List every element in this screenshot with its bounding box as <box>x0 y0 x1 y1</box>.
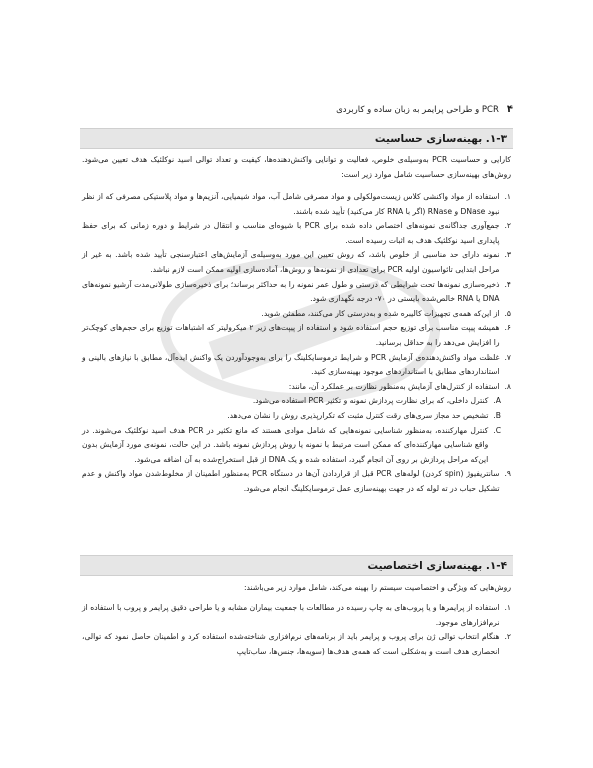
section-intro: روش‌هایی که ویژگی و اختصاصیت سیستم را بهینه می‌کند، شامل موارد زیر می‌باشند: <box>244 583 511 592</box>
list-item: ۱. استفاده از پرایمرها و یا پروب‌های به چاپ رسیده در مطالعات با جمعیت بیماران مشابه و یا طراحی دقیق پرایمر و پروب با استفاده از نرم‌افزارهای موجود. <box>82 603 511 627</box>
list-item: ۶. همیشه پیپت مناسب برای توزیع حجم استفاده شود و استفاده از پیپت‌های زیر ۲ میکرولیتر که اشتباهات توزیع برای حجم‌های کوچک‌تر را افزایش می‌دهد را به حداقل برسانید. <box>82 323 511 347</box>
controls-sublist <box>82 394 511 467</box>
sensitivity-list <box>82 190 511 496</box>
book-title: PCR و طراحی پرایمر به زبان ساده و کاربردی <box>336 105 499 115</box>
section-heading-specificity <box>80 555 513 576</box>
list-item: ۲. هنگام انتخاب توالی ژن برای پروب و پرایمر باید از برنامه‌های نرم‌افزاری شناخته‌شده استفاده کرد و اطمینان حاصل نمود که توالی، انحصاری هدف است و به‌شکلی است که همه‌ی هدف‌ها (سویه‌ها، جنس‌ها، ساب‌تایپ <box>82 632 511 656</box>
sub-list-item: C. کنترل مهارکننده، به‌منظور شناسایی نمونه‌هایی که شامل موادی هستند که مانع تکثیر در PCR هدف اسید نوکلئیک می‌شوند. در واقع شناسایی مهارکننده‌ای که ممکن است مرتبط با نمونه یا روش پردازش نمونه باشد. در این حالت، نمونه‌ی مورد آزمایش بدون این‌که مراحل پردازش بر روی آن انجام گیرد، استفاده شده و یک DNA از قبل استخراج‌شده به آن اضافه می‌شود. <box>82 425 501 464</box>
list-item: ۵. از این‌که همه‌ی تجهیزات کالیبره شده و به‌درستی کار می‌کنند، مطمئن شوید. <box>261 308 511 318</box>
section-intro: کارایی و حساسیت PCR به‌وسیله‌ی خلوص، فعالیت و توانایی واکنش‌دهنده‌ها، کیفیت و تعداد توالی اسید نوکلئیک هدف تعیین می‌شود. روش‌های بهینه‌سازی حساسیت شامل موارد زیر است: <box>82 155 511 179</box>
list-item: ۱. استفاده از مواد واکنشی کلاس زیست‌مولکولی و مواد مصرفی شامل آب، مواد شیمیایی، آنزیم‌ها و مواد پلاستیکی مصرفی که از نظر نبود DNase و RNase (اگر با RNA کار می‌کنید) تأیید شده باشند. <box>82 192 511 216</box>
section-title: ۱-۳. بهینه‌سازی حساسیت <box>374 132 507 145</box>
section-heading-sensitivity <box>80 128 513 149</box>
specificity-list <box>82 601 511 659</box>
list-item: ۷. غلظت مواد واکنش‌دهنده‌ی آزمایش PCR و شرایط ترموسایکلینگ را برای به‌وجودآوردن یک واکنش ایده‌آل، مطابق با نیازهای بالینی و استانداردهای مطابق با استانداردهای موجود بهینه‌سازی کنید. <box>82 352 511 377</box>
sub-list-container <box>82 394 511 467</box>
list-item: ۲. جمع‌آوری جداگانه‌ی نمونه‌های اختصاص داده شده برای PCR با شیوه‌ای مناسب و انتقال در شرایط و دوره زمانی که برای حفظ پایداری اسید نوکلئیک هدف به اثبات رسیده است. <box>82 221 511 245</box>
list-item: ۹. سانتریفیوژ (spin کردن) لوله‌های PCR قبل از قراردادن آن‌ها در دستگاه PCR به‌منظور اطمینان از مخلوط‌شدن مواد واکنش و عدم تشکیل حباب در ته لوله که در جهت بهینه‌سازی عمل ترموسایکلینگ انجام می‌شود. <box>82 469 511 493</box>
running-header <box>82 104 513 115</box>
section-title: ۱-۴. بهینه‌سازی اختصاصیت <box>367 559 507 572</box>
page-number: ۴ <box>506 104 513 115</box>
sub-list-item: B. تشخیص حد مجاز سری‌های رقت کنترل مثبت که تکرارپذیری روش را نشان می‌دهد. <box>227 410 501 420</box>
list-item: ۳. نمونه دارای حد مناسبی از خلوص باشد، که روش تعیین این مورد به‌وسیله‌ی آزمایش‌های اعتبارسنجی تأیید شده باشد. به غیر از مراحل ابتدایی تائواسیون اولیه PCR برای تعدادی از نمونه‌ها و روش‌ها، آماده‌سازی اولیه ممکن است لازم نباشد. <box>82 250 511 274</box>
sub-list-item: A. کنترل داخلی، که برای نظارت پردازش نمونه و تکثیر PCR استفاده می‌شود. <box>252 396 501 406</box>
list-item: ۴. ذخیره‌سازی نمونه‌ها تحت شرایطی که درستی و طول عمر نمونه را به حداکثر برساند؛ برای ذخیره‌سازی طولانی‌مدت آرشیو نمونه‌های DNA یا RNA خالص‌شده بایستی در ۷۰- درجه نگهداری شود. <box>82 279 511 304</box>
list-item: ۸. استفاده از کنترل‌های آزمایش به‌منظور نظارت بر عملکرد آن، مانند: <box>288 381 511 391</box>
